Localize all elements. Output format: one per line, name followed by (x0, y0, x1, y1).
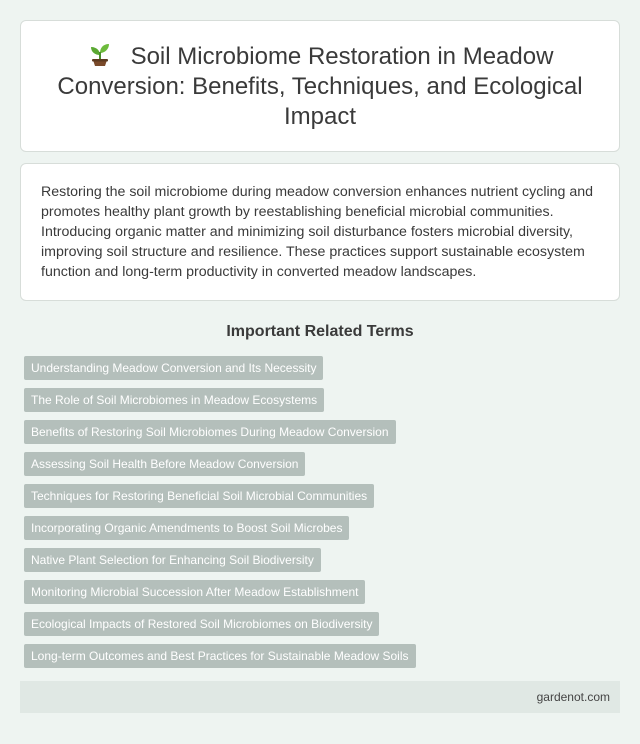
related-terms-heading: Important Related Terms (226, 323, 414, 340)
related-term-tag[interactable]: The Role of Soil Microbiomes in Meadow Ecosystems (24, 388, 324, 412)
footer-site-name[interactable]: gardenot.com (536, 690, 610, 704)
page-title (51, 41, 589, 132)
related-terms-list (24, 356, 640, 676)
related-term-tag[interactable]: Techniques for Restoring Beneficial Soil Microbial Communities (24, 484, 374, 508)
sprout-icon (87, 41, 113, 67)
related-term-tag[interactable]: Assessing Soil Health Before Meadow Conversion (24, 452, 305, 476)
related-term-tag[interactable]: Incorporating Organic Amendments to Boost Soil Microbes (24, 516, 349, 540)
footer-bar (20, 681, 620, 713)
related-term-tag[interactable]: Long-term Outcomes and Best Practices for Sustainable Meadow Soils (24, 644, 416, 668)
related-term-tag[interactable]: Understanding Meadow Conversion and Its Necessity (24, 356, 323, 380)
summary-card (20, 163, 620, 301)
related-term-tag[interactable]: Native Plant Selection for Enhancing Soil Biodiversity (24, 548, 321, 572)
related-term-tag[interactable]: Monitoring Microbial Succession After Meadow Establishment (24, 580, 365, 604)
title-text: Soil Microbiome Restoration in Meadow Conversion: Benefits, Techniques, and Ecological Impact (57, 42, 583, 130)
title-card (20, 20, 620, 152)
related-term-tag[interactable]: Benefits of Restoring Soil Microbiomes During Meadow Conversion (24, 420, 396, 444)
related-term-tag[interactable]: Ecological Impacts of Restored Soil Microbiomes on Biodiversity (24, 612, 379, 636)
summary-text: Restoring the soil microbiome during meadow conversion enhances nutrient cycling and promotes healthy plant growth by reestablishing beneficial microbial communities. Introducing organic matter and minimizing soil disturbance fosters microbial diversity, improving soil structure and resilience. These practices support sustainable ecosystem function and long-term productivity in converted meadow landscapes. (41, 184, 594, 280)
